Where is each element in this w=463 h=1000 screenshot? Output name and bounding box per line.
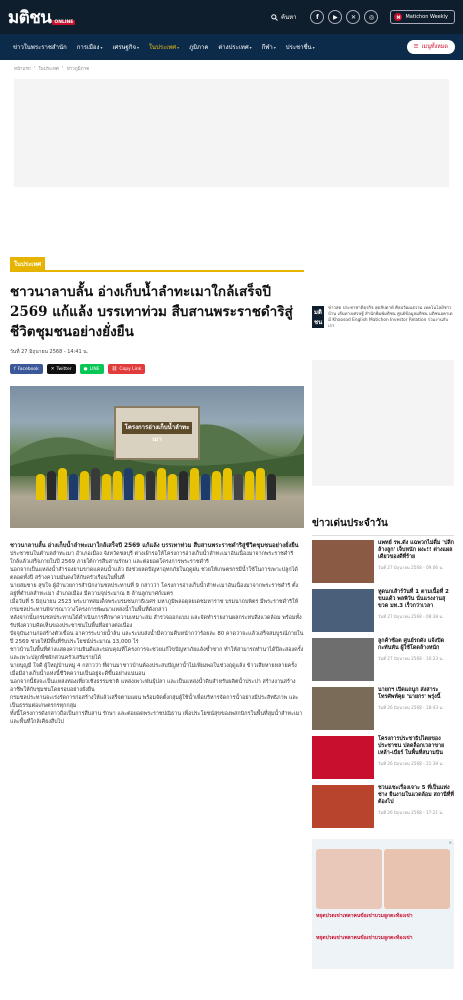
nav-item-lifestyle[interactable] [281,34,320,60]
article-headline: ชาวนาลาบลั้น อ่างเก็บน้ำลำทะเมาใกล้เสร็จปี 2569 แก้แล้ง บรรเทาท่วม สืบสานพระราชดำริสู่ชีวิตชุมชนอย่างยั่งยืน [10,284,293,340]
person-figure [245,471,254,500]
project-sign-text: โครงการอ่างเก็บน้ำลำทะเมา [122,422,192,434]
crowd-of-people [36,464,278,500]
sidebar [312,257,454,969]
hamburger-icon: ☰ [413,44,419,50]
popular-title[interactable]: โครงการประชาธิปไตยของประชาชน ปลดล็อกเวลาขาย เหล้า-เบียร์ ในพื้นที่สนามบิน [378,736,445,756]
person-figure [36,474,45,500]
person-figure [256,468,265,500]
share-label: Facebook [17,366,39,372]
popular-item[interactable] [312,589,454,635]
ad-close-icon[interactable]: ✕ [448,840,452,845]
site-logo[interactable] [8,4,75,31]
share-line-button[interactable] [80,364,104,374]
person-figure [47,471,56,500]
popular-date: วันที่ 26 มิถุนายน 2568 - 21:38 น. [378,761,444,766]
nav-item-politics[interactable] [72,34,108,60]
popular-title[interactable]: ลูกค้าซ้อต ศูนย์รถดัง แจ้งปิดกะทันหัน ผู้ใช้โดดล้างหนัก [378,638,445,651]
breadcrumb-subcategory[interactable]: ข่าวภูมิภาค [66,67,90,72]
nav-label: ภูมิภาค [189,44,209,51]
popular-date: วันที่ 27 มิถุนายน 2568 - 08:38 น. [378,614,444,619]
project-sign [114,406,200,460]
popular-thumbnail[interactable] [312,736,374,779]
person-figure [91,468,100,500]
all-menu-label: เมนูทั้งหมด [421,44,448,50]
chevron-down-icon: ▾ [273,44,276,50]
person-figure [179,471,188,500]
person-figure [124,468,133,500]
article-paragraph: ทั้งนี้โครงการดังกล่าวถือเป็นการสืบสาน รักษา และต่อยอดพระราชปณิธาน เพื่อประโยชน์สุขของพสกนิกรในพื้นที่ลุ่มน้ำลำทะเมาและพื้นที่ใกล้เคียงสืบไป [10,711,303,725]
all-menu-button[interactable] [407,40,455,54]
popular-date: วันที่ 27 มิถุนายน 2568 - 09:06 น. [378,565,444,570]
weekly-label: Matichon Weekly [405,14,448,20]
x-icon[interactable]: ✕ [346,10,360,24]
main-nav [0,34,463,60]
breadcrumb-separator: › [61,65,64,70]
ad-caption: หยุดปวดเข่าเพลาคนข้อเข่าบวมลูกตะท้องเข่า [316,935,413,941]
popular-title[interactable]: นายกฯ เปิดแถนูก ส่งสาระ โทรศัพท์คุย 'นายกร' พรุ่งนี้ [378,687,441,700]
article-paragraph: นอกจากเป็นแหล่งน้ำสำรองยามขาดแคลนน้ำแล้ว ยังช่วยลดปัญหาอุทกภัยในฤดูฝน ช่วยให้เกษตรกรมีน้ำใช้ในการเพาะปลูกได้ตลอดทั้งปี สร้างความมั่นคงให้กับครัวเรือนในพื้นที่ [10,567,298,581]
popular-date: วันที่ 26 มิถุนายน 2568 - 18:43 น. [378,705,444,710]
nav-item-foreign[interactable] [213,34,256,60]
article-paragraph: นายบุญมี ใจดี ผู้ใหญ่บ้านหมู่ 4 กล่าวว่า ที่ผ่านมาชาวบ้านต้องประสบปัญหาน้ำไม่เพียงพอในช่วงฤดูแล้ง ข้าวเสียหายหลายครั้ง เมื่อมีอ่างเก็บน้ำแห่งนี้ชีวิตความเป็นอยู่จะดีขึ้นอย่างแน่นอน [10,663,297,677]
share-bar [10,364,304,374]
article-paragraph: ประชาชนในตำบลลำทะเมา อำเภอเมือง จังหวัดชลบุรี ต่างเฝ้ารอให้โครงการอ่างเก็บน้ำลำทะเมาอันเนื่องมาจากพระราชดำริ ใกล้แล้วเสร็จภายในปี 2569 ภายใต้การสืบสานรักษา และต่อยอดโครงการพระราชดำริ [10,551,294,565]
person-figure [69,474,78,500]
person-figure [58,468,67,500]
breadcrumb-home[interactable]: หน้าแรก [14,67,31,72]
youtube-icon[interactable]: ▶ [328,10,342,24]
chevron-down-icon: ▾ [100,44,103,50]
nav-label: ต่างประเทศ [218,44,249,51]
popular-item[interactable] [312,736,454,782]
share-twitter-button[interactable] [47,364,76,374]
nav-label: ในประเทศ [149,44,177,51]
popular-section-title: ข่าวเด่นประจำวัน [312,518,388,529]
link-icon: ⛓ [111,366,118,372]
share-label: Twitter [56,366,72,372]
article-lead: ชาวนาลาบลั้น อ่างเก็บน้ำลำทะเมาใกล้เสร็จปี 2569 แก้แล้ง บรรเทาท่วม สืบสานพระราชดำริสู่ชีวิตชุมชนอย่างยั่งยืน [10,543,299,549]
chevron-down-icon: ▾ [177,44,180,50]
popular-item[interactable] [312,540,454,586]
top-header [0,0,463,34]
person-figure [113,471,122,500]
popular-date: วันที่ 26 มิถุนายน 2568 - 17:21 น. [378,810,444,815]
popular-thumbnail[interactable] [312,638,374,681]
instagram-icon[interactable]: ◎ [364,10,378,24]
popular-thumbnail[interactable] [312,540,374,583]
article [10,257,304,969]
weekly-logo-icon: M [394,13,402,21]
top-ad-slot[interactable] [14,79,449,187]
popular-item[interactable] [312,687,454,733]
article-paragraph: เมื่อวันที่ 5 มิถุนายน 2523 พระบาทสมเด็จพระบรมชนกาธิเบศร มหาภูมิพลอดุลยเดชมหาราช บรมนาถบพิตร มีพระราชดำริให้กรมชลประทานพิจารณาวางโครงการพัฒนาแหล่งน้ำในพื้นที่ดังกล่าว [10,599,299,613]
ad-knee-image [384,849,450,909]
facebook-icon: f [14,366,16,372]
article-date: วันที่ 27 มิถุนายน 2568 - 14:41 น. [10,349,89,355]
facebook-icon[interactable]: f [310,10,324,24]
breadcrumb [0,60,463,77]
nav-item-local[interactable] [144,34,184,60]
copy-link-button[interactable] [108,364,146,374]
breadcrumb-separator: › [33,65,36,70]
popular-item[interactable] [312,785,454,831]
person-figure [80,471,89,500]
logo-badge: ONLINE [54,19,74,25]
search-button[interactable] [271,12,296,22]
nav-label: กีฬา [261,44,273,51]
popular-divider [312,535,454,536]
person-figure [212,471,221,500]
ad-caption: หยุดปวดเข่าเพลาคนข้อเข่าบวมลูกตะท้องเข่า [316,913,413,919]
person-figure [168,474,177,500]
popular-title[interactable]: แพทย์ รพ.ดัง แฉพวกไม่ดื่ม 'ปลีกล้างลูก' เจ็บหนัก ผงะ!! ต่างแผลเดียวของดีที่ร้าย [378,540,454,560]
share-label: Copy Link [119,366,142,372]
person-figure [135,474,144,500]
article-photo[interactable] [10,386,304,528]
share-facebook-button[interactable] [10,364,43,374]
network-promo[interactable] [312,306,454,330]
nav-label: ประชาชื่น [285,44,312,51]
popular-thumbnail[interactable] [312,785,374,828]
person-figure [102,474,111,500]
popular-title[interactable]: หูดนกเส้าร์วันที่ 1 ตามเนื้อที่ 2 ขนแด้ว พลพิวัน นั่นแรงงานสุขวด มท.3 เร็วกว่าเวลา [378,589,449,609]
ad-knee-image [316,849,382,909]
promo-text: ข่าวสด ประชาชาติธุรกิจ สุดสัปดาห์ ศิลปวัฒนธรรม เทคโนโลยีชาวบ้าน เส้นทางเศรษฐี สำนักพิมพ์มติชน ศูนย์ข้อมูลมติชน มติชนอคาเดมี Khaosod English Matichon Investor Relation ร่วมงานกับเรา [328,306,453,329]
person-figure [223,468,232,500]
article-paragraph: ชาวบ้านในพื้นที่ต่างแสดงความยินดีและขอบคุณที่โครงการจะช่วยแก้ไขปัญหาภัยแล้งซ้ำซาก ทำให้สามารถทำนาได้ปีละสองครั้ง และเพาะปลูกพืชผักสวนครัวเสริมรายได้ [10,647,304,661]
category-label[interactable]: ในประเทศ [10,257,45,271]
logo-text: มติชน [8,7,52,28]
x-icon: ✕ [50,366,55,372]
sidebar-ad-slot[interactable] [312,360,454,486]
chevron-down-icon: ▾ [249,44,252,50]
chevron-down-icon: ▾ [312,44,315,50]
article-paragraph: กรมชลประทานจะเร่งรัดการก่อสร้างให้แล้วเสร็จตามแผน พร้อมจัดตั้งกลุ่มผู้ใช้น้ำเพื่อบริหารจัดการน้ำอย่างมีประสิทธิภาพ และเป็นธรรมต่อเกษตรกรทุกกลุ่ม [10,695,299,709]
person-figure [234,474,243,500]
person-figure [190,468,199,500]
popular-thumbnail[interactable] [312,687,374,730]
line-icon: ● [83,366,88,372]
nav-item-sport[interactable] [257,34,281,60]
matichon-weekly-button[interactable] [390,10,455,24]
article-paragraph: ปัจจุบันงานก่อสร้างตัวเขื่อน อาคารระบายน้ำล้น และระบบส่งน้ำมีความคืบหน้ากว่าร้อยละ 80 คาดว่าจะแล้วเสร็จสมบูรณ์ภายในปี 2569 ช่วยให้มีพื้นที่รับประโยชน์ประมาณ 13,000 ไร่ [10,631,304,645]
person-figure [201,474,210,500]
popular-item[interactable] [312,638,454,684]
popular-title[interactable]: ชวนแชะเรื่องเจาะ 5 ที่เป็นแท่งช่าง ยืนงามในแวดล้อม สถานีที่ที่ต้องไป [378,785,454,805]
article-paragraph: นอกจากนี้ยังจะเป็นแหล่งท่องเที่ยวเชิงธรรมชาติ แหล่งเพาะพันธุ์ปลา และเป็นแหล่งน้ำดิบสำหรับผลิตน้ำประปา สร้างงานสร้างอาชีพให้กับชุมชนโดยรอบอย่างยั่งยืน [10,679,296,693]
sidebar-bottom-ad[interactable] [312,839,454,969]
chevron-down-icon: ▾ [136,44,139,50]
nav-item-region[interactable] [184,34,213,60]
nav-label: การเมือง [76,44,100,51]
nav-label: ข่าวในพระราชสำนัก [13,44,67,51]
article-paragraph: หลังจากนั้นกรมชลประทานได้ดำเนินการศึกษาความเหมาะสม สำรวจออกแบบ และจัดทำรายงานผลกระทบสิ่งแวดล้อม พร้อมทั้งรับฟังความคิดเห็นของประชาชนในพื้นที่อย่างต่อเนื่อง [10,615,302,629]
category-divider [10,270,304,272]
share-label: LINE [89,366,100,372]
promo-badge: มติชน [312,306,324,328]
search-icon [271,14,278,21]
person-figure [146,471,155,500]
nav-item-economy[interactable] [107,34,144,60]
nav-item-royal[interactable] [8,34,72,60]
breadcrumb-category[interactable]: ในประเทศ [38,67,59,72]
popular-list [312,540,454,831]
person-figure [157,468,166,500]
nav-label: เศรษฐกิจ [112,44,136,51]
article-body [10,551,304,726]
popular-date: วันที่ 27 มิถุนายน 2568 - 10:23 น. [378,656,444,661]
popular-thumbnail[interactable] [312,589,374,632]
person-figure [267,474,276,500]
article-paragraph: นายสมชาย สุขใจ ผู้อำนวยการสำนักงานชลประทานที่ 9 กล่าวว่า โครงการอ่างเก็บน้ำลำทะเมาอันเนื่องมาจากพระราชดำริ ตั้งอยู่ที่ตำบลลำทะเมา อำเภอเมือง มีความจุประมาณ 8 ล้านลูกบาศก์เมตร [10,583,299,597]
search-label: ค้นหา [281,14,297,21]
